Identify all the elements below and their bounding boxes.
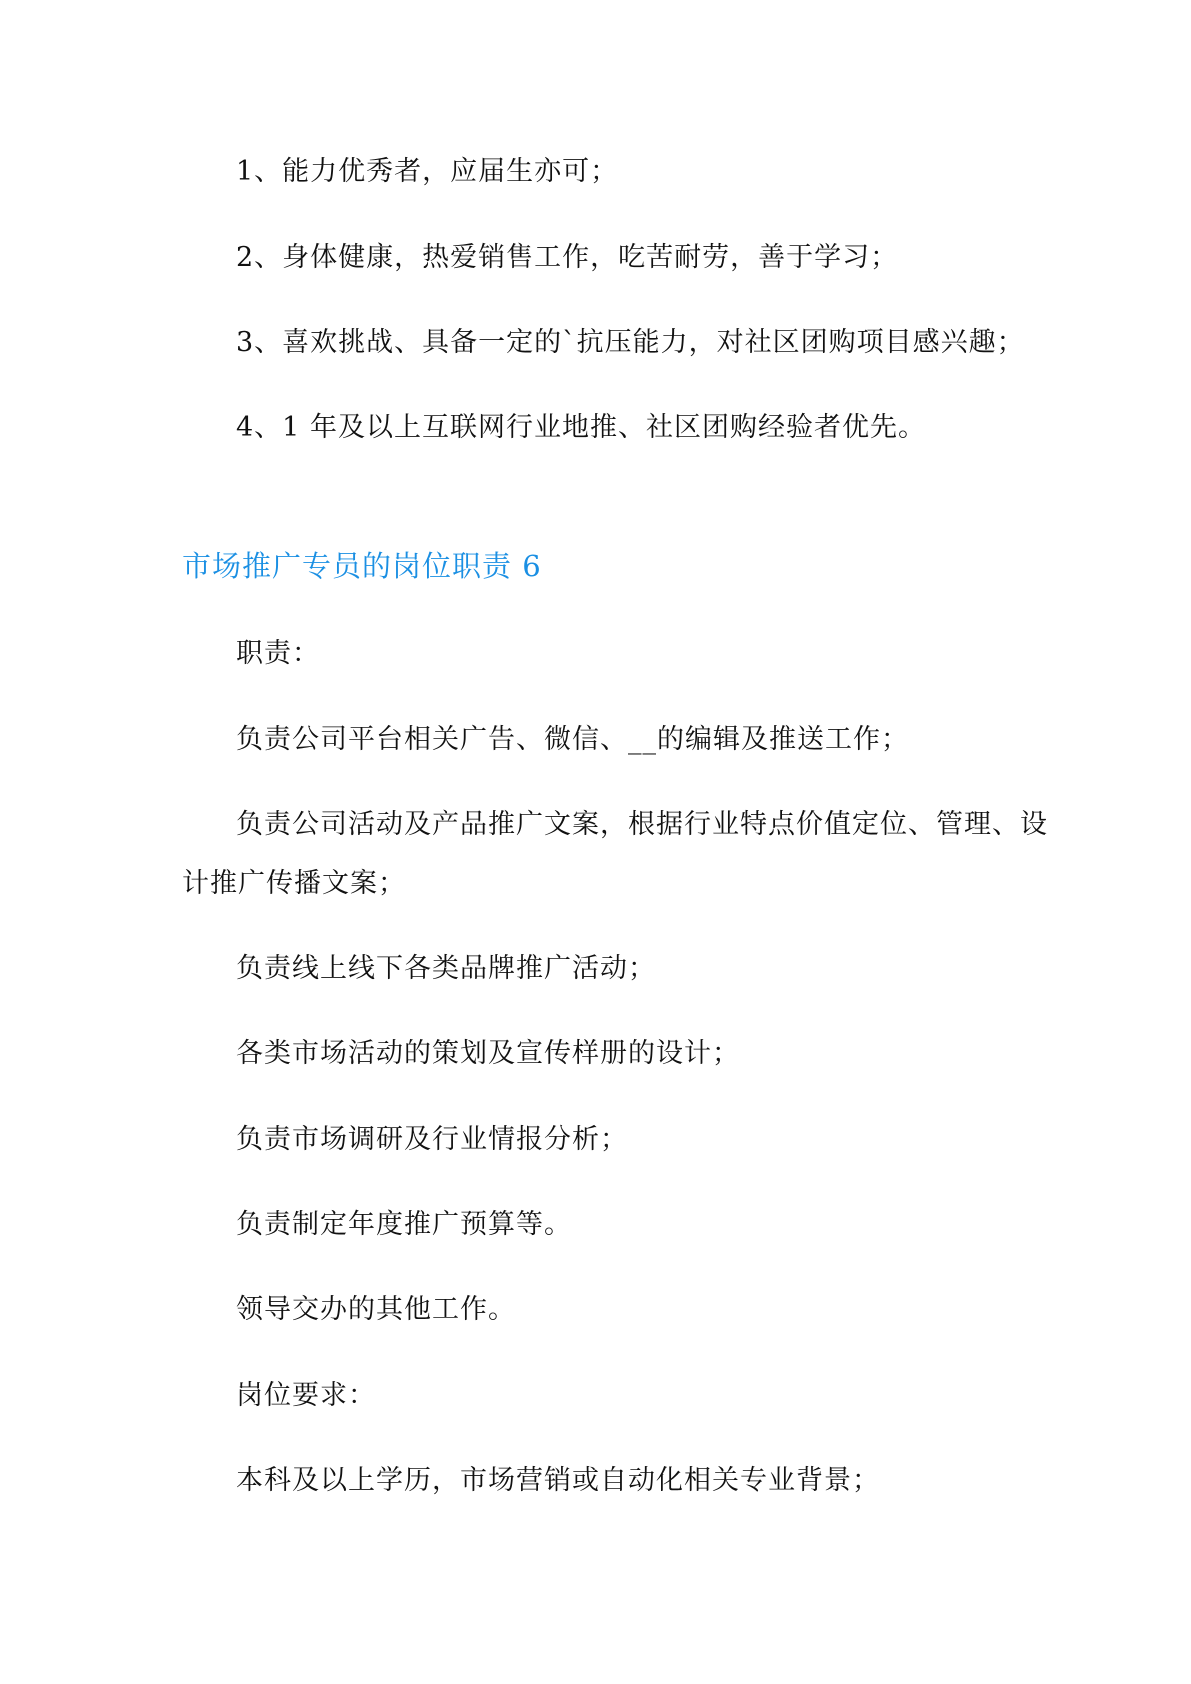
duty-item-5: 负责市场调研及行业情报分析； bbox=[236, 1124, 628, 1155]
requirement-item-3: 3、喜欢挑战、具备一定的`抗压能力，对社区团购项目感兴趣； bbox=[236, 327, 1025, 358]
requirements-label: 岗位要求： bbox=[236, 1380, 376, 1411]
duty-item-3: 负责线上线下各类品牌推广活动； bbox=[236, 953, 656, 984]
duty-item-6: 负责制定年度推广预算等。 bbox=[236, 1209, 572, 1240]
duty-item-2: 负责公司活动及产品推广文案，根据行业特点价值定位、管理、设 bbox=[236, 809, 1048, 840]
duty-item-7: 领导交办的其他工作。 bbox=[236, 1294, 516, 1325]
duty-item-1: 负责公司平台相关广告、微信、__的编辑及推送工作； bbox=[236, 724, 909, 755]
duty-item-4: 各类市场活动的策划及宣传样册的设计； bbox=[236, 1038, 740, 1069]
section-heading: 市场推广专员的岗位职责 6 bbox=[182, 549, 542, 583]
requirement-item-2: 2、身体健康，热爱销售工作，吃苦耐劳，善于学习； bbox=[236, 242, 899, 273]
job-requirement-item-1: 本科及以上学历，市场营销或自动化相关专业背景； bbox=[236, 1465, 880, 1496]
requirement-item-1: 1、能力优秀者，应届生亦可； bbox=[236, 156, 619, 187]
requirement-item-4: 4、1 年及以上互联网行业地推、社区团购经验者优先。 bbox=[236, 412, 926, 443]
duty-item-2-continued: 计推广传播文案； bbox=[182, 868, 406, 899]
duties-label: 职责： bbox=[236, 638, 320, 669]
